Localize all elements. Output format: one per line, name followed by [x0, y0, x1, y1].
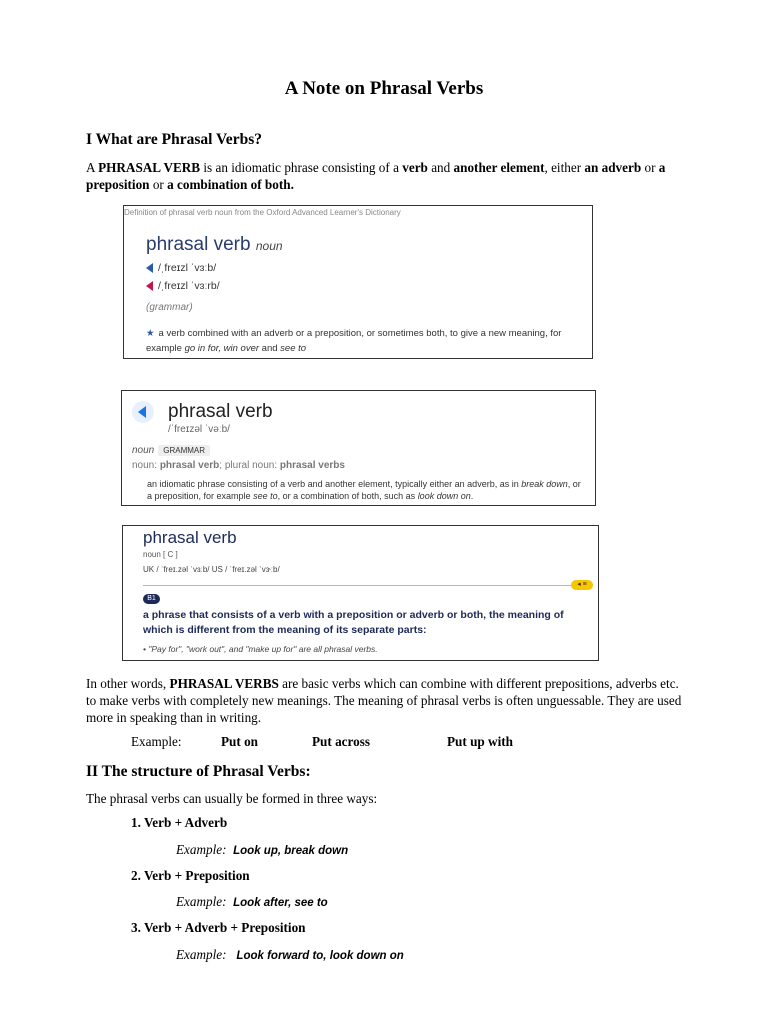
other-words-paragraph: In other words, PHRASAL VERBS are basic verbs which can combine with different prepositions, adverbs etc. to make verbs with completely new meanings. The meaning of phrasal verbs is often unguessable. They are used more in speaking than in writing. [86, 676, 682, 725]
google-pronunciation: /ˈfreɪzəl ˈvəːb/ [168, 424, 230, 435]
example-item: Put across [312, 734, 370, 749]
structure-example: Example: Look after, see to [176, 894, 328, 909]
speaker-icon [138, 406, 146, 418]
structure-item: 1. Verb + Adverb [131, 815, 228, 830]
oxford-definition: ★ a verb combined with an adverb or a preposition, or sometimes both, to give a new meaning, for example go in for, win over and see to [146, 328, 562, 354]
structure-item: 3. Verb + Adverb + Preposition [131, 920, 306, 935]
star-icon: ★ [146, 328, 155, 339]
structure-example: Example: Look up, break down [176, 842, 349, 857]
example-label: Example: [131, 734, 182, 749]
divider [143, 585, 588, 586]
oxford-source: Definition of phrasal verb noun from the Oxford Advanced Learner's Dictionary [124, 208, 401, 217]
cefr-level-badge: B1 [143, 594, 160, 604]
structure-item: 2. Verb + Preposition [131, 868, 250, 883]
intro-paragraph: A PHRASAL VERB is an idiomatic phrase consisting of a verb and another element, either an adverb or a preposition or a combination of both. [86, 160, 666, 192]
example-item: Put on [221, 734, 259, 749]
cambridge-pronunciation: UK / ˈfreɪ.zəl ˈvɜːb/ US / ˈfreɪ.zəl ˈvɝːb/ [143, 565, 280, 574]
cambridge-definition: a phrase that consists of a verb with a preposition or adverb or both, the meaning of which is different from the meaning of its separate parts: [143, 609, 564, 636]
section-heading-2: II The structure of Phrasal Verbs: [86, 763, 311, 780]
section-heading-1: I What are Phrasal Verbs? [86, 131, 262, 148]
google-definition-box [121, 390, 596, 506]
oxford-pron-uk: /ˌfreɪzl ˈvɜːb/ [146, 262, 216, 274]
speaker-button[interactable] [132, 401, 154, 423]
oxford-pron-us: /ˌfreɪzl ˈvɜːrb/ [146, 280, 220, 292]
cambridge-pos: noun [ C ] [143, 550, 178, 559]
speaker-icon[interactable] [146, 281, 153, 291]
page-title: A Note on Phrasal Verbs [284, 78, 484, 99]
google-pos-row: noun GRAMMAR [132, 445, 210, 456]
google-headword: phrasal verb [168, 401, 273, 422]
speaker-icon[interactable] [146, 263, 153, 273]
cambridge-example: • "Pay for", "work out", and "make up for" are all phrasal verbs. [143, 644, 378, 654]
cambridge-definition-box [122, 525, 599, 661]
google-definition: an idiomatic phrase consisting of a verb and another element, typically either an adverb, as in break down, or a preposition, for example see to, or a combination of both, such as look down on. [147, 479, 581, 501]
structure-intro: The phrasal verbs can usually be formed in three ways: [86, 791, 378, 806]
oxford-definition-box [123, 205, 593, 359]
cambridge-headword: phrasal verb [143, 528, 237, 547]
level-badge[interactable]: ◂ ≡ [571, 580, 593, 590]
oxford-grammar-label: (grammar) [146, 302, 193, 313]
example-item: Put up with [447, 734, 513, 749]
structure-example: Example: Look forward to, look down on [176, 947, 404, 962]
google-plural: noun: phrasal verb; plural noun: phrasal verbs [132, 460, 345, 471]
grammar-tag: GRAMMAR [158, 445, 210, 456]
oxford-headword: phrasal verb noun [146, 234, 283, 255]
